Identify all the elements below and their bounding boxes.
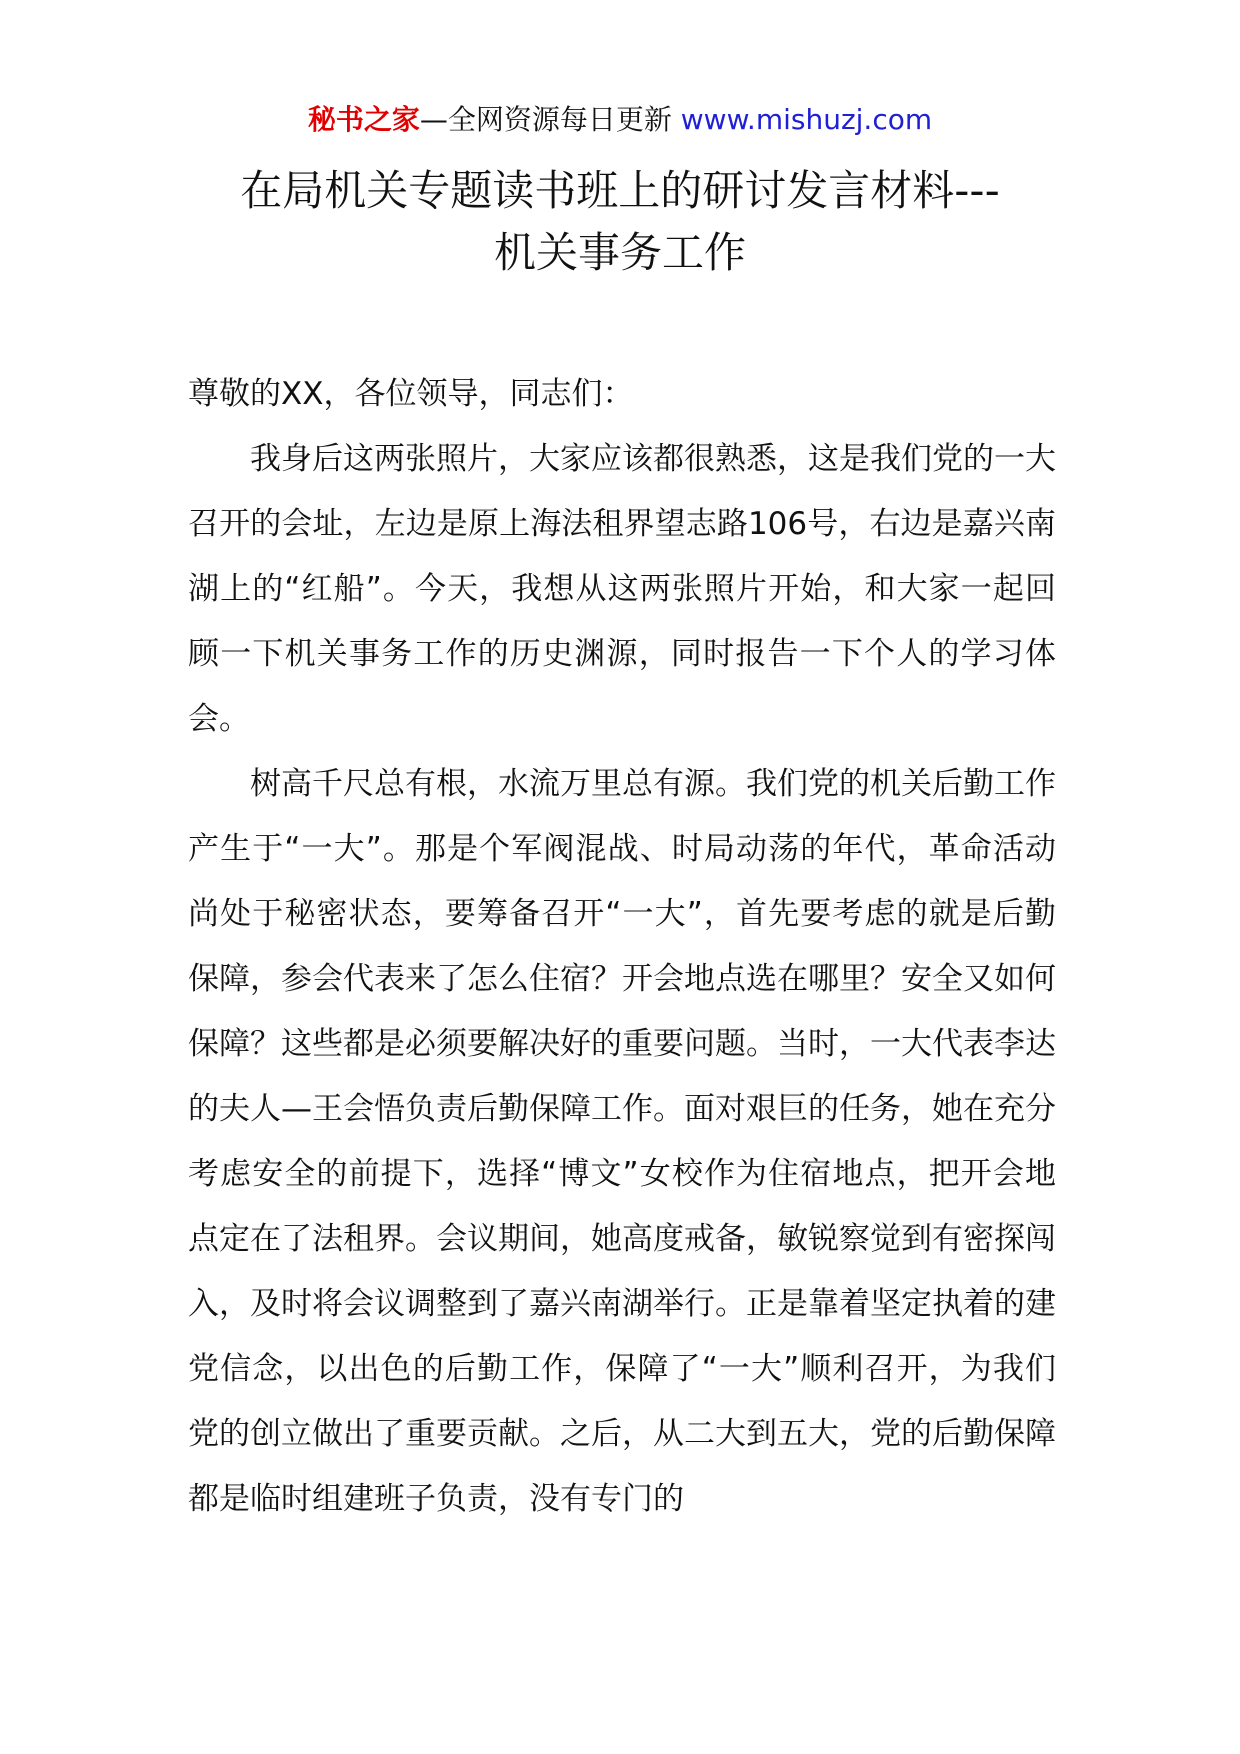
paragraph-1: 我身后这两张照片，大家应该都很熟悉，这是我们党的一大召开的会址，左边是原上海法租界望志路106号，右边是嘉兴南湖上的“红船”。今天，我想从这两张照片开始，和大家一起回顾一下机关事务工作的历史渊源，同时报告一下个人的学习体会。 <box>188 441 1056 737</box>
site-url-link[interactable]: www.mishuzj.com <box>680 103 933 136</box>
paragraph-2: 树高千尺总有根，水流万里总有源。我们党的机关后勤工作产生于“一大”。那是个军阀混战、时局动荡的年代，革命活动尚处于秘密状态，要筹备召开“一大”，首先要考虑的就是后勤保障，参会代表来了怎么住宿？开会地点选在哪里？安全又如何保障？这些都是必须要解决好的重要问题。当时，一大代表李达的夫人—王会悟负责后勤保障工作。面对艰巨的任务，她在充分考虑安全的前提下，选择“博文”女校作为住宿地点，把开会地点定在了法租界。会议期间，她高度戒备，敏锐察觉到有密探闯入，及时将会议调整到了嘉兴南湖举行。正是靠着坚定执着的建党信念，以出色的后勤工作，保障了“一大”顺利召开，为我们党的创立做出了重要贡献。之后，从二大到五大，党的后勤保障都是临时组建班子负责，没有专门的 <box>188 766 1056 1517</box>
salutation: 尊敬的XX，各位领导，同志们： <box>188 376 634 412</box>
title-line-1: 在局机关专题读书班上的研讨发言材料--- <box>240 166 1000 215</box>
site-brand: 秘书之家 <box>307 103 420 136</box>
site-header <box>0 100 1240 140</box>
title-line-2: 机关事务工作 <box>493 228 746 277</box>
document-title <box>120 160 1120 284</box>
site-tagline: —全网资源每日更新 <box>419 103 681 136</box>
document-body <box>188 362 1056 1532</box>
